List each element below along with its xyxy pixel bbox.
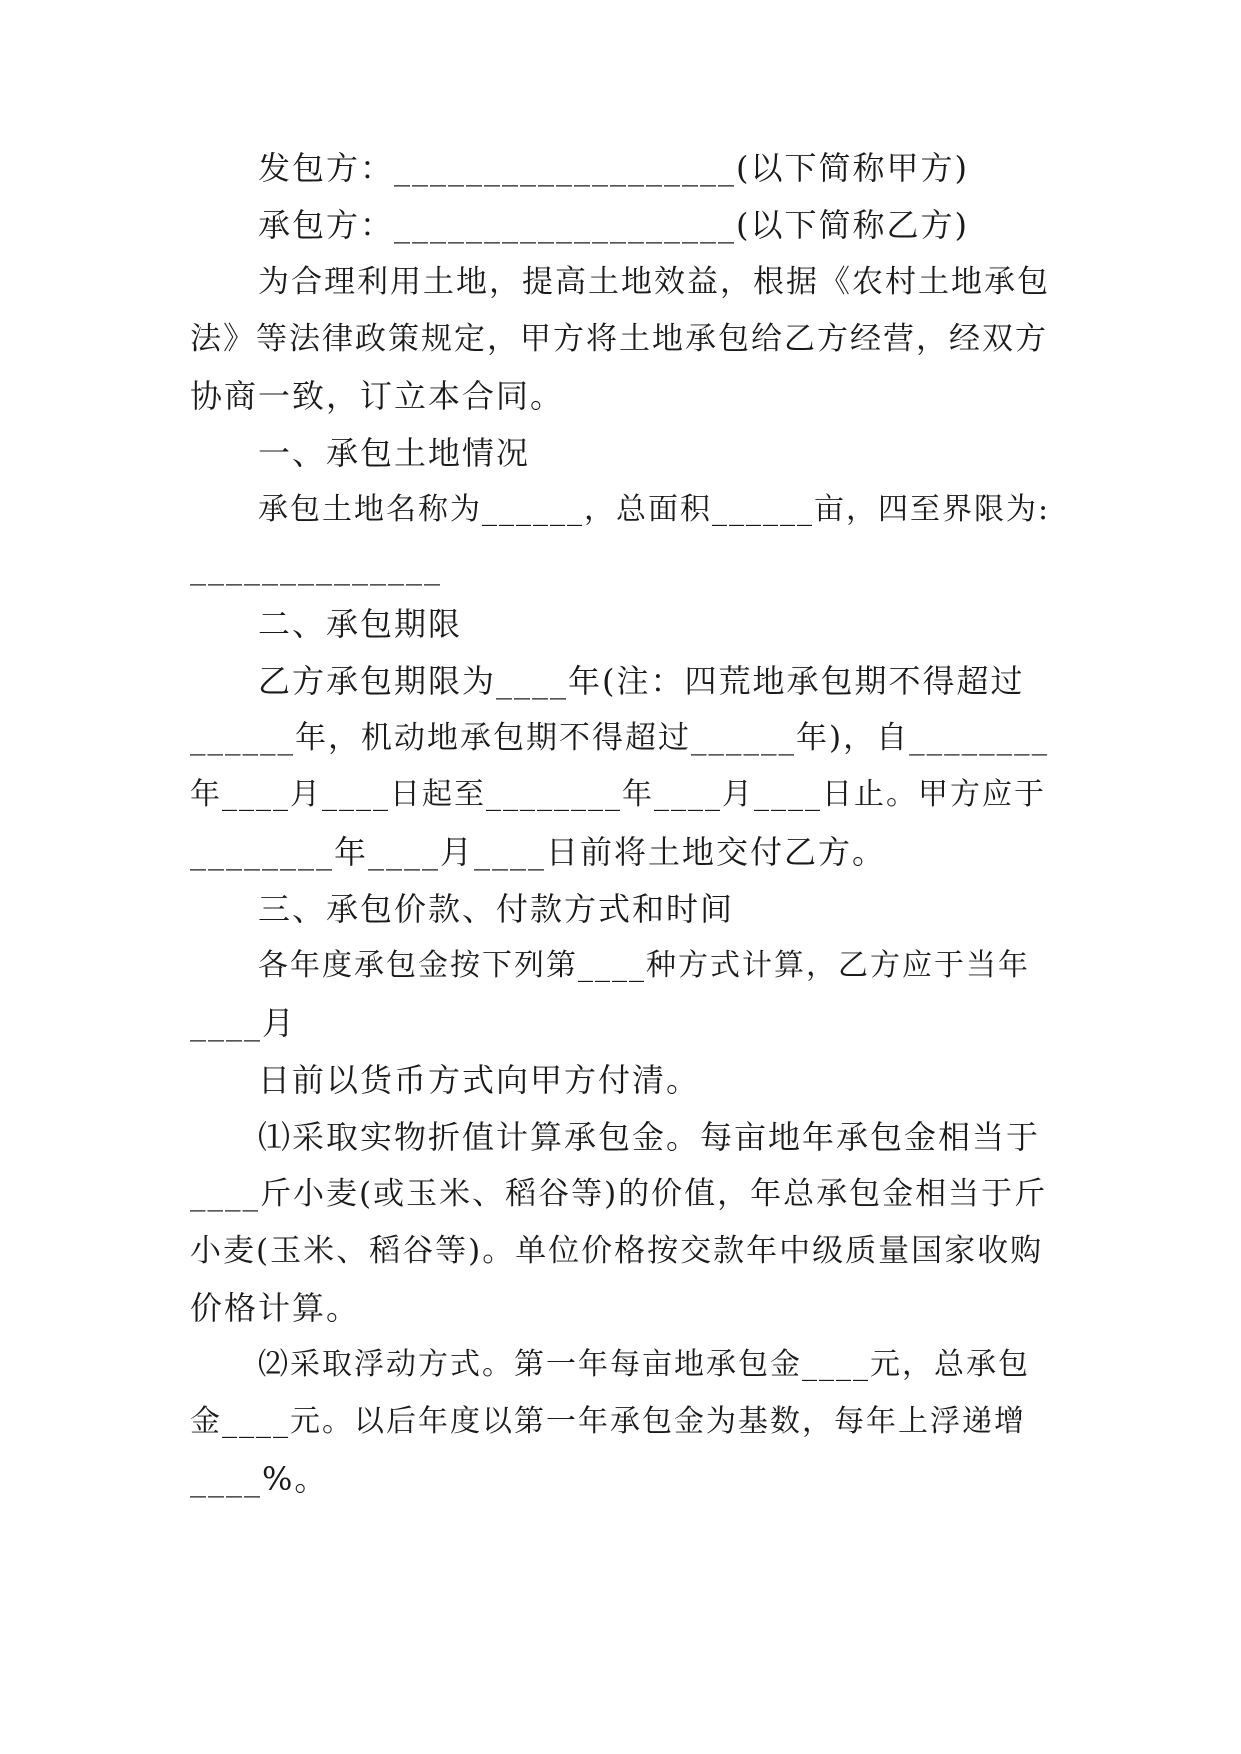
section-2-line-1: 乙方承包期限为____年(注：四荒地承包期不得超过	[258, 662, 1025, 700]
option-1-line-2: ____斤小麦(或玉米、稻谷等)的价值，年总承包金相当于斤	[190, 1176, 1048, 1212]
section-2-line-3: 年____月____日起至________年____月____日止。甲方应于	[190, 777, 1046, 812]
section-3-line-1: 各年度承包金按下列第____种方式计算，乙方应于当年	[258, 948, 1030, 983]
preamble-line-2: 法》等法律政策规定，甲方将土地承包给乙方经营，经双方	[190, 321, 1048, 357]
preamble-line-1: 为合理利用土地，提高土地效益，根据《农村土地承包	[258, 264, 1050, 300]
option-2-line-2: 金____元。以后年度以第一年承包金为基数，每年上浮递增	[190, 1404, 1026, 1439]
section-2-heading: 二、承包期限	[258, 605, 463, 643]
option-1-line-1: ⑴采取实物折值计算承包金。每亩地年承包金相当于	[258, 1118, 1041, 1156]
option-1-line-4: 价格计算。	[190, 1289, 361, 1327]
party-a-line: 发包方：___________________(以下简称甲方)	[258, 149, 969, 187]
party-b-line: 承包方：___________________(以下简称乙方)	[258, 206, 969, 244]
section-3-line-3: 日前以货币方式向甲方付清。	[258, 1061, 701, 1099]
option-2-line-1: ⑵采取浮动方式。第一年每亩地承包金____元，总承包	[258, 1347, 1030, 1382]
section-2-line-2: ______年，机动地承包期不得超过______年)，自________	[190, 720, 1050, 756]
section-3-heading: 三、承包价款、付款方式和时间	[258, 890, 735, 928]
option-2-line-3: ____%。	[190, 1460, 329, 1498]
boundary-blank: ______________	[190, 548, 442, 586]
section-1-text: 承包土地名称为______，总面积______亩，四至界限为:	[258, 492, 1051, 527]
section-3-line-2: ____月	[190, 1004, 297, 1042]
section-1-heading: 一、承包土地情况	[258, 434, 531, 472]
section-2-line-4: ________年____月____日前将土地交付乙方。	[190, 833, 887, 871]
preamble-line-3: 协商一致，订立本合同。	[190, 377, 565, 415]
option-1-line-3: 小麦(玉米、稻谷等)。单位价格按交款年中级质量国家收购	[190, 1233, 1044, 1269]
